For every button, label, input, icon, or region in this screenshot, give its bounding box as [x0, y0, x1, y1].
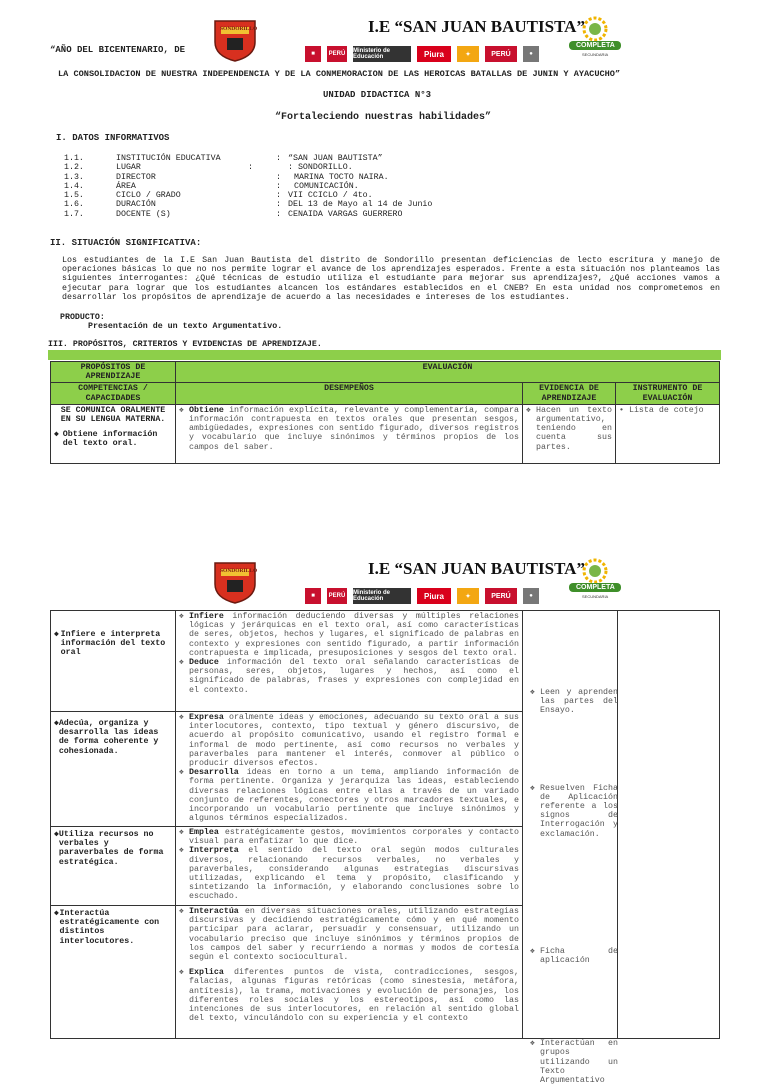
diamond-bullet-icon: ◆	[54, 909, 59, 918]
datos-sep: :	[276, 209, 281, 219]
datos-list	[64, 154, 484, 219]
datos-value: : SONDORILLO.	[288, 163, 353, 173]
propositos-table	[50, 361, 720, 464]
capacidad-cell	[51, 712, 176, 827]
datos-num: 1.6.	[64, 200, 84, 210]
completa-logo-subtext: SECUNDARIA	[582, 594, 609, 599]
year-line: “AÑO DEL BICENTENARIO, DE	[50, 45, 186, 55]
capacidad-text: Adecúa, organiza y desarrolla las ideas de forma coherente y cohesionada.	[58, 719, 159, 756]
desempeno-cell	[176, 906, 523, 1039]
datos-sep: :	[276, 172, 281, 182]
desempeno-text: información del texto oral señalando características de personas, seres, objetos, lugares y hechos, así como el significado de palabras, frases y expresiones con complejidad en el contexto.	[189, 658, 519, 695]
desempeno-verb: Obtiene	[189, 405, 224, 415]
desempeno-text: el sentido del texto oral según modos culturales diversos, relacionando recursos verbales, no verbales y paraverbales, considerando algunas estrategias discursivas utilizadas, explicando el tema y propósito, clasificando y sintetizando la información, y elaborando conclusiones sobre lo escuchado.	[189, 846, 519, 902]
evidencia-text: ❖ Leen y aprenden las partes del Ensayo.	[530, 688, 618, 716]
desempeno-verb: Infiere	[189, 612, 224, 621]
datos-sep: :	[248, 163, 253, 173]
green-bar	[48, 350, 721, 360]
producto-value: Presentación de un texto Argumentativo.	[88, 322, 283, 331]
evidencia-text: ❖ Interactúan en grupos utilizando un Texto Argumentativo	[530, 1039, 618, 1085]
desempeno-text: ideas en torno a un tema, ampliando información de forma pertinente. Organiza y jerarquiza las ideas, estableciendo diversas relaciones lógicas entre ellas a través de un variado conjunto de referentes, conectores y otros marcadores textuales, e incorporando un vocabulario pertinente que incluye sinónimos y algunos términos especializados.	[189, 768, 519, 824]
capacidad-cell	[51, 827, 176, 906]
datos-num: 1.4.	[64, 181, 84, 191]
datos-label: LUGAR	[116, 163, 141, 173]
evidencia-text: ❖ Hacen un texto argumentativo, teniendo en cuenta sus partes.	[526, 406, 612, 452]
desempeno-verb: Expresa	[189, 713, 224, 722]
capacidad-item	[54, 830, 172, 867]
desempeno-verb: Emplea	[189, 828, 219, 837]
datos-row	[64, 210, 484, 219]
datos-num: 1.5.	[64, 191, 84, 201]
datos-num: 1.7.	[64, 209, 84, 219]
diamond-bullet-icon: ◆	[54, 719, 59, 728]
datos-label: DOCENTE (S)	[116, 209, 171, 219]
datos-value: MARINA TOCTO NAIRA.	[294, 172, 389, 182]
capacidad-text: Infiere e interpreta información del texto oral	[60, 630, 166, 658]
header-instrumento: INSTRUMENTO DE EVALUACIÓN	[616, 383, 720, 404]
header-evidencia: EVIDENCIA DE APRENDIZAJE	[523, 383, 616, 404]
capacidad-text: Obtiene información del texto oral.	[62, 430, 158, 449]
diamond-bullet-icon: ◆	[54, 430, 59, 440]
instrumento-text: • Lista de cotejo	[619, 405, 704, 415]
capacidad-cell	[51, 611, 176, 712]
school-title: I.E “SAN JUAN BAUTISTA”	[368, 17, 585, 36]
strip-peru: PERÚ	[327, 46, 347, 62]
datos-num: 1.3.	[64, 172, 84, 182]
strip-peru-brand: PERÚ	[485, 588, 517, 604]
completa-logo-subtext: SECUNDARIA	[582, 52, 609, 57]
instrumento-value: Lista de cotejo	[628, 405, 704, 415]
datos-sep: :	[276, 200, 281, 210]
desempeno-verb: Deduce	[189, 658, 219, 668]
datos-label: DURACIÓN	[116, 200, 156, 210]
header-propositos: PROPÓSITOS DE APRENDIZAJE	[51, 362, 176, 383]
school-logo-text: SONDORILLO	[220, 568, 258, 574]
desempeno-verb: Interactúa	[189, 907, 239, 916]
unit-subtitle: “Fortaleciendo nuestras habilidades”	[275, 112, 492, 123]
datos-row	[64, 163, 484, 172]
ugel-emblem-icon: ●	[523, 588, 539, 604]
evidencia-cell	[523, 404, 616, 463]
capacidad-text: Utiliza recursos no verbales y paraverbales de forma estratégica.	[58, 830, 164, 867]
datos-row	[64, 200, 484, 209]
header-competencias: COMPETENCIAS / CAPACIDADES	[51, 383, 176, 404]
desempeno-verb: Desarrolla	[189, 768, 239, 778]
propositos-table-continued	[50, 610, 720, 1085]
datos-num: 1.2.	[64, 163, 84, 173]
desempeno-verb: Explica	[189, 968, 224, 978]
regional-emblem-icon: ✦	[457, 588, 479, 604]
datos-num: 1.1.	[64, 154, 84, 163]
year-line-continued: LA CONSOLIDACION DE NUESTRA INDEPENDENCIA Y DE LA CONMEMORACION DE LAS HEROICAS BATALLAS DE JUNIN Y AYACUCHO”	[58, 69, 621, 79]
strip-peru-brand: PERÚ	[485, 46, 517, 62]
datos-sep: :	[276, 191, 281, 201]
strip-piura: Piura	[417, 46, 451, 62]
strip-ministerio: Ministerio de Educación	[353, 588, 411, 604]
competencia-cell	[51, 404, 176, 463]
capacidad-item	[54, 909, 172, 946]
regional-emblem-icon: ✦	[457, 46, 479, 62]
capacidad-cell	[51, 906, 176, 1039]
desempeno-cell	[176, 611, 523, 712]
desempeno-text: en diversas situaciones orales, utilizando estrategias discursivas y decidiendo estratégicamente cómo y en qué momento participar para aclarar, persuadir y consensuar, utilizando un vocabulario preciso que incluye sinónimos y términos propios de los campos del saber y recurriendo a normas y modos de cortesía según el contexto sociocultural.	[189, 907, 519, 963]
section-situacion-title: II. SITUACIÓN SIGNIFICATIVA:	[50, 238, 202, 248]
completa-logo-text: COMPLETA	[576, 584, 615, 591]
unit-label: UNIDAD DIDACTICA N°3	[323, 90, 432, 100]
institution-strip	[305, 46, 539, 62]
school-shield-logo	[212, 18, 258, 67]
peru-emblem-icon: ■	[305, 588, 321, 604]
desempeno-text: información deduciendo diversas y múltiples relaciones lógicas y jerárquicas en el texto oral, así como características de seres, objetos, hechos y lugares, el significado de palabras en contexto y expresiones con sentido figurado, a partir información contrapuesta e implicada, presuposiciones y sesgos del texto oral.	[189, 612, 519, 658]
desempeno-text: oralmente ideas y emociones, adecuando su texto oral a sus interlocutores, contexto, tipo textual y género discursivo, de acuerdo al propósito comunicativo, usando el registro formal e informal de modo pertinente, así como recursos no verbales y paraverbales para mantener el interés, conmover al público o producir diversos efectos.	[189, 713, 519, 769]
header-evaluacion: EVALUACIÓN	[176, 362, 720, 383]
completa-logo	[565, 16, 625, 63]
datos-value: COMUNICACIÓN.	[294, 181, 359, 191]
capacidad-item	[54, 430, 172, 448]
strip-piura: Piura	[417, 588, 451, 604]
instrumento-cell	[616, 404, 720, 463]
capacidad-item	[54, 630, 172, 658]
situacion-text: Los estudiantes de la I.E San Juan Bautista del distrito de Sondorillo presentan deficiencias de lecto escritura y manejo de operaciones básicas lo que no nos permite lograr el avance de los aprendizajes esperados. Frente a esta situación nos planteamos las siguientes interrogantes: ¿Qué técnicas de estudio utiliza el estudiante para mejorar sus aprendizajes?, ¿Qué acciones vamos a ejecutar para lograr que los estudiantes alcancen los estándares establecidos en el CNEB? En esta unidad nos comprometemos en desarrollar los propósitos de aprendizaje de acuerdo a las necesidades e intereses de los estudiantes.	[62, 256, 720, 302]
capacidad-text: Interactúa estratégicamente con distintos interlocutores.	[59, 909, 160, 946]
competencia-text: SE COMUNICA ORALMENTE EN SU LENGUA MATERNA.	[60, 405, 166, 425]
school-logo-text: SONDORILLO	[220, 26, 258, 32]
strip-peru: PERÚ	[327, 588, 347, 604]
evidencia-text: ❖ Resuelven Ficha de Aplicación referente a los signos de Interrogación y exclamación.	[530, 784, 618, 839]
ugel-emblem-icon: ●	[523, 46, 539, 62]
desempeno-text: estratégicamente gestos, movimientos corporales y contacto visual para enfatizar lo que dice.	[189, 828, 519, 847]
datos-sep: :	[276, 181, 281, 191]
peru-emblem-icon: ■	[305, 46, 321, 62]
header-desempenos: DESEMPEÑOS	[176, 383, 523, 404]
school-title-p2: I.E “SAN JUAN BAUTISTA”	[368, 559, 585, 578]
completa-logo-text: COMPLETA	[576, 42, 615, 49]
desempeno-cell	[176, 827, 523, 906]
capacidad-item	[54, 719, 172, 756]
datos-label: INSTITUCIÓN EDUCATIVA	[116, 154, 221, 163]
datos-row	[64, 173, 484, 182]
section-propositos-title: III. PROPÓSITOS, CRITERIOS Y EVIDENCIAS DE APRENDIZAJE.	[48, 340, 322, 349]
producto-label: PRODUCTO:	[60, 313, 105, 322]
datos-row	[64, 182, 484, 191]
datos-label: CICLO / GRADO	[116, 191, 181, 201]
datos-row	[64, 154, 484, 163]
datos-value: “SAN JUAN BAUTISTA”	[288, 154, 383, 163]
desempeno-text: diferentes puntos de vista, contradicciones, sesgos, falacias, algunas figuras retóricas (como sinestesia, metáfora, antítesis), la trama, motivaciones y evolución de personajes, los diferentes roles sociales y los estereotipos, así como las intenciones de sus interlocutores, en relación al sentido global del texto, vinculándolo con su experiencia y el contexto	[189, 968, 519, 1024]
diamond-bullet-icon: ◆	[54, 630, 59, 639]
datos-value: CENAIDA VARGAS GUERRERO	[288, 209, 403, 219]
evidencias-cell	[523, 611, 618, 1085]
datos-value: VII CCICLO / 4to.	[288, 191, 373, 201]
datos-sep: :	[276, 154, 281, 163]
datos-label: DIRECTOR	[116, 172, 156, 182]
evidencia-text: ❖ Ficha de aplicación	[530, 947, 618, 965]
strip-ministerio: Ministerio de Educación	[353, 46, 411, 62]
section-datos-title: I. DATOS INFORMATIVOS	[56, 133, 170, 143]
completa-logo-p2	[565, 558, 625, 605]
institution-strip-p2	[305, 588, 539, 604]
desempeno-text: información explícita, relevante y complementaria, compara información contrapuesta en textos orales que presentan sesgos, ambigüedades, expresiones con sentido figurado, diversos registros y vocabulario que incluye sinónimos y términos propios de los campos del saber.	[189, 405, 519, 452]
desempeno-cell	[176, 712, 523, 827]
datos-label: ÁREA	[116, 181, 136, 191]
school-shield-logo-p2	[212, 560, 258, 609]
desempeno-cell	[176, 404, 523, 463]
desempeno-verb: Interpreta	[189, 846, 239, 856]
datos-value: DEL 13 de Mayo al 14 de Junio	[288, 200, 433, 210]
diamond-bullet-icon: ◆	[54, 830, 59, 839]
instrumento-cell	[618, 611, 720, 1039]
